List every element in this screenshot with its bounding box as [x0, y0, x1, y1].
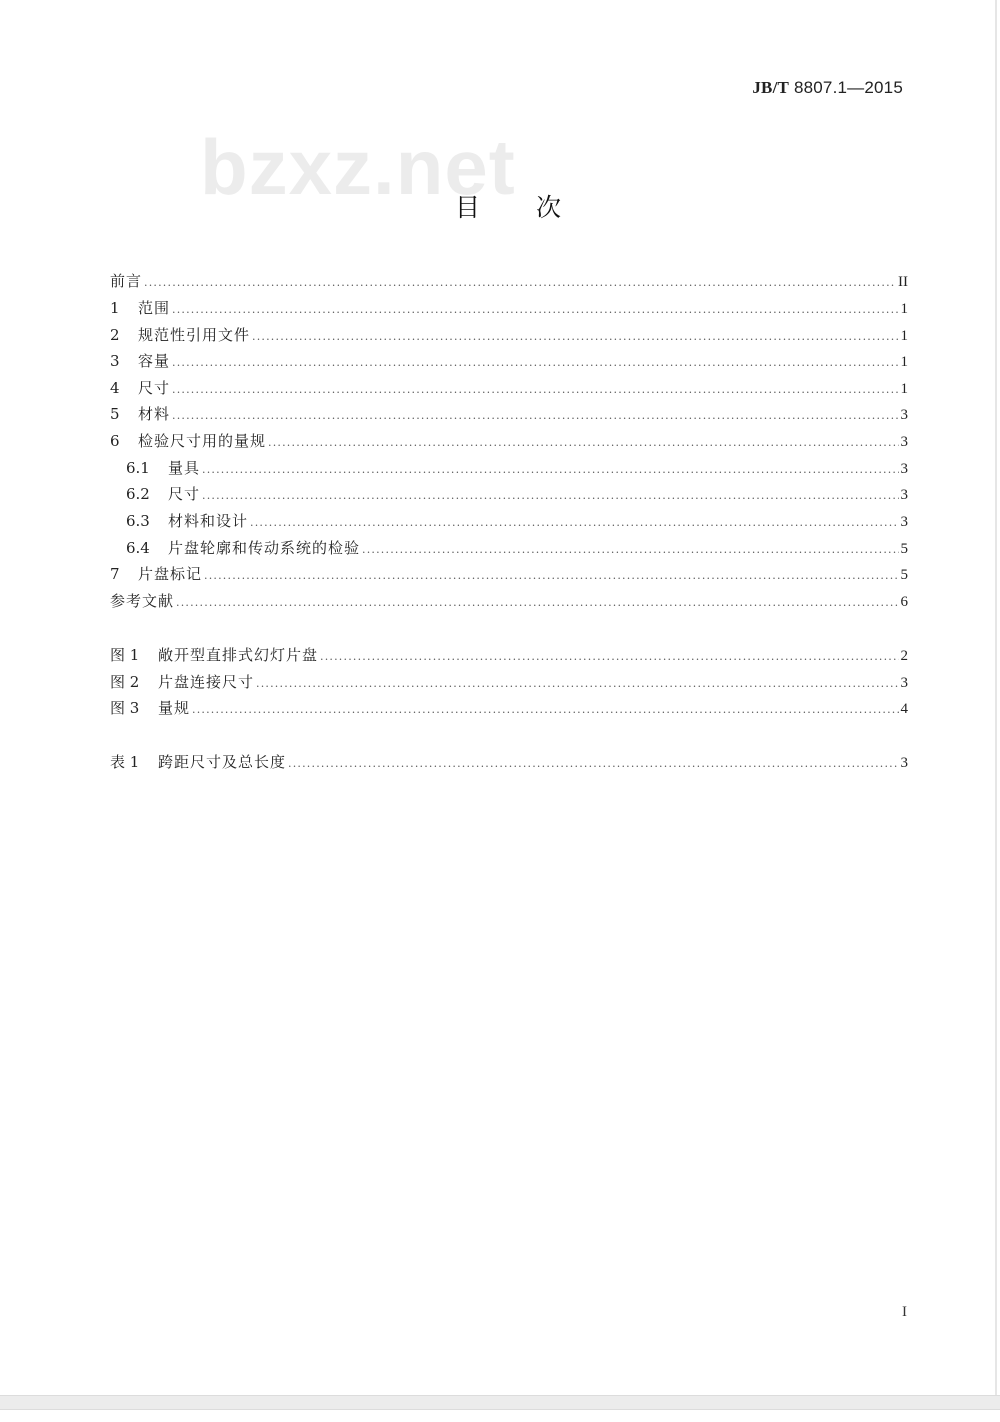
toc-label: 材料和设计	[168, 512, 249, 530]
toc-number: 4	[110, 379, 120, 397]
toc-page: 3	[900, 407, 908, 423]
toc-number: 6.2	[126, 485, 150, 503]
toc-label: 容量	[138, 352, 171, 370]
figure-page: 4	[900, 701, 908, 717]
page-title: 目次	[455, 193, 618, 222]
toc-number: 5	[110, 405, 120, 423]
leader-dots	[256, 677, 898, 690]
toc-page: 1	[900, 381, 908, 397]
toc-label: 参考文献	[110, 592, 175, 610]
toc-row-3[interactable]	[110, 350, 908, 376]
toc-label: 范围	[138, 299, 171, 317]
toc-figure-1[interactable]	[110, 644, 908, 670]
toc-page: 1	[900, 354, 908, 370]
toc-page: 3	[900, 487, 908, 503]
toc-page: 5	[900, 567, 908, 583]
leader-dots	[172, 303, 898, 316]
standard-code	[752, 78, 903, 98]
toc-row-6-3[interactable]	[110, 510, 908, 536]
toc-page: 1	[900, 328, 908, 344]
figure-number: 图 1	[110, 646, 140, 664]
toc-row-1[interactable]	[110, 297, 908, 323]
leader-dots	[176, 596, 898, 609]
toc-page: II	[898, 274, 908, 290]
table-number: 表 1	[110, 753, 140, 771]
standard-code-number: 8807.1—2015	[789, 78, 903, 97]
leader-dots	[144, 276, 896, 289]
toc-number: 2	[110, 326, 120, 344]
toc-row-6[interactable]	[110, 430, 908, 456]
toc-row-references[interactable]	[110, 590, 908, 616]
leader-dots	[268, 436, 898, 449]
toc-number: 6.4	[126, 539, 150, 557]
toc-label: 检验尺寸用的量规	[138, 432, 267, 450]
toc-number: 3	[110, 352, 120, 370]
toc-row-4[interactable]	[110, 377, 908, 403]
figure-page: 2	[900, 648, 908, 664]
toc-label: 尺寸	[168, 485, 201, 503]
toc-row-preface[interactable]	[110, 270, 908, 296]
toc-number: 6.1	[126, 459, 150, 477]
toc-page: 3	[900, 434, 908, 450]
leader-dots	[320, 650, 898, 663]
toc-page: 3	[900, 461, 908, 477]
toc-label: 规范性引用文件	[138, 326, 251, 344]
watermark: bzxz.net	[200, 123, 516, 211]
toc-label: 量具	[168, 459, 201, 477]
toc-row-7[interactable]	[110, 563, 908, 589]
leader-dots	[202, 463, 898, 476]
leader-dots	[202, 489, 898, 502]
toc-label: 尺寸	[138, 379, 171, 397]
page-separator	[0, 1395, 1000, 1410]
leader-dots	[204, 569, 898, 582]
toc-label: 前言	[110, 272, 143, 290]
toc-label: 材料	[138, 405, 171, 423]
toc-number: 7	[110, 565, 120, 583]
figure-label: 片盘连接尺寸	[158, 673, 255, 691]
toc-figure-2[interactable]	[110, 671, 908, 697]
toc-page: 3	[900, 514, 908, 530]
table-label: 跨距尺寸及总长度	[158, 753, 287, 771]
table-page: 3	[900, 755, 908, 771]
standard-code-prefix: JB/T	[752, 78, 790, 97]
toc-figure-3[interactable]	[110, 697, 908, 723]
toc-page: 6	[900, 594, 908, 610]
figure-number: 图 2	[110, 673, 140, 691]
toc-table-1[interactable]	[110, 751, 908, 777]
leader-dots	[362, 543, 898, 556]
leader-dots	[172, 383, 898, 396]
figure-label: 量规	[158, 699, 191, 717]
figure-label: 敞开型直排式幻灯片盘	[158, 646, 319, 664]
toc-page: 1	[900, 301, 908, 317]
leader-dots	[288, 757, 898, 770]
figure-number: 图 3	[110, 699, 140, 717]
leader-dots	[172, 356, 898, 369]
leader-dots	[172, 409, 898, 422]
toc-row-6-4[interactable]	[110, 537, 908, 563]
toc-label: 片盘轮廓和传动系统的检验	[168, 539, 361, 557]
toc-number: 1	[110, 299, 120, 317]
toc-row-5[interactable]	[110, 403, 908, 429]
leader-dots	[192, 703, 898, 716]
toc-number: 6.3	[126, 512, 150, 530]
page-folio: I	[902, 1304, 907, 1320]
leader-dots	[250, 516, 898, 529]
toc-row-6-1[interactable]	[110, 457, 908, 483]
toc-label: 片盘标记	[138, 565, 203, 583]
toc-row-2[interactable]	[110, 324, 908, 350]
toc-number: 6	[110, 432, 120, 450]
leader-dots	[252, 330, 898, 343]
figure-page: 3	[900, 675, 908, 691]
toc-page: 5	[900, 541, 908, 557]
toc-row-6-2[interactable]	[110, 483, 908, 509]
